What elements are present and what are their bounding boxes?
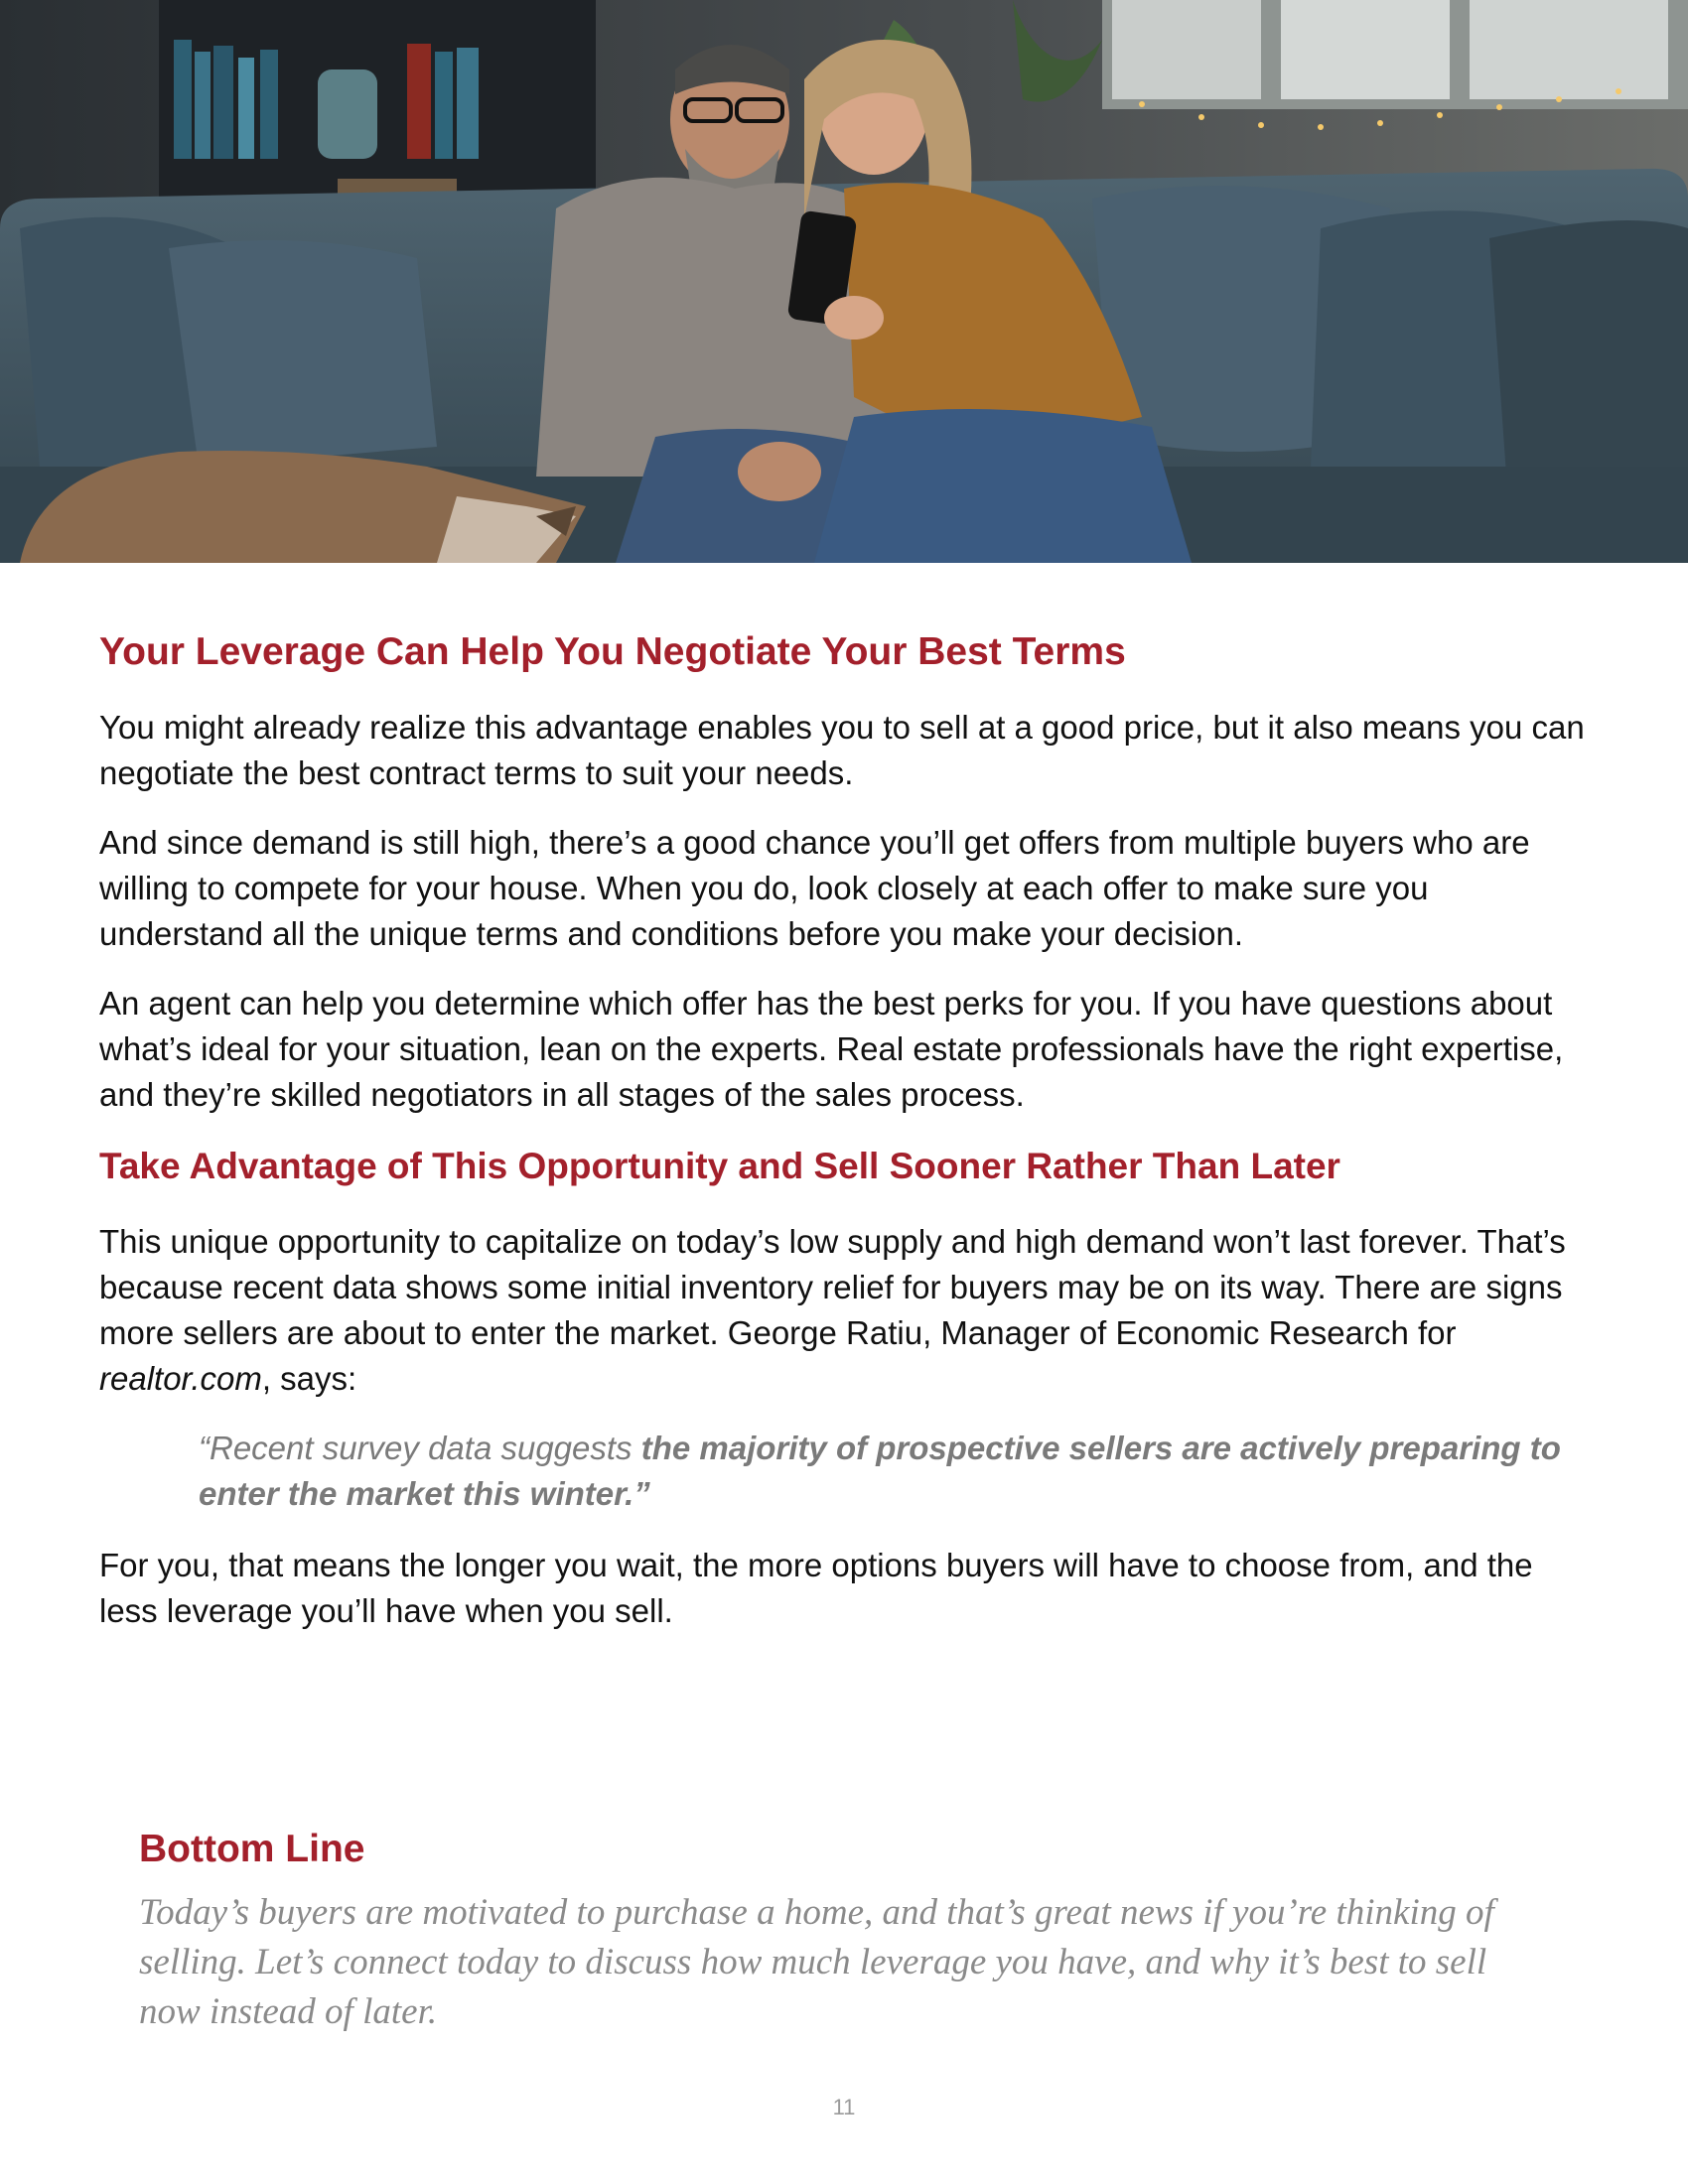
paragraph-demand: And since demand is still high, there’s a good chance you’ll get offers from multiple buyers who are willing to compete for your house. When you do, look closely at each offer to make sure you understand all the unique terms and conditions before you make your decision. — [99, 824, 1530, 952]
hero-photo-illustration — [0, 0, 1688, 563]
section-heading-leverage: Your Leverage Can Help You Negotiate Your Best Terms — [99, 630, 1126, 673]
bottom-line-box — [139, 1825, 1549, 2037]
hero-photo — [0, 0, 1688, 563]
pull-quote — [199, 1426, 1569, 1517]
bottom-line-text: Today’s buyers are motivated to purchase a home, and that’s great news if you’re thinking of selling. Let’s connect today to discuss how much leverage you have, and why it’s best to sell now instead of later. — [139, 1892, 1494, 2032]
paragraph-wait: For you, that means the longer you wait, the more options buyers will have to choose from, and the less leverage you’ll have when you sell. — [99, 1547, 1533, 1629]
page-number: 11 — [832, 2095, 856, 2119]
section-heading-opportunity: Take Advantage of This Opportunity and Sell Sooner Rather Than Later — [99, 1146, 1340, 1186]
paragraph-advantage: You might already realize this advantage enables you to sell at a good price, but it also means you can negotiate the best contract terms to suit your needs. — [99, 709, 1585, 791]
paragraph-opportunity — [99, 1219, 1599, 1402]
paragraph-agent: An agent can help you determine which offer has the best perks for you. If you have questions about what’s ideal for your situation, lean on the experts. Real estate professionals have the right expertise, and they’re skilled negotiators in all stages of the sales process. — [99, 985, 1564, 1113]
article-content — [99, 627, 1599, 1658]
source-name: realtor.com — [99, 1360, 262, 1397]
paragraph-opportunity-tail: , says: — [261, 1360, 357, 1397]
bottom-line-heading: Bottom Line — [139, 1828, 365, 1870]
quote-emphasis: the majority of prospective sellers are actively preparing to enter the market this winter.” — [199, 1430, 1561, 1512]
quote-plain: “Recent survey data suggests — [199, 1430, 641, 1466]
paragraph-opportunity-text: This unique opportunity to capitalize on today’s low supply and high demand won’t last forever. That’s because recent data shows some initial inventory relief for buyers may be on its way. There are signs more sellers are about to enter the market. George Ratiu, Manager of Economic Research for — [99, 1223, 1566, 1351]
